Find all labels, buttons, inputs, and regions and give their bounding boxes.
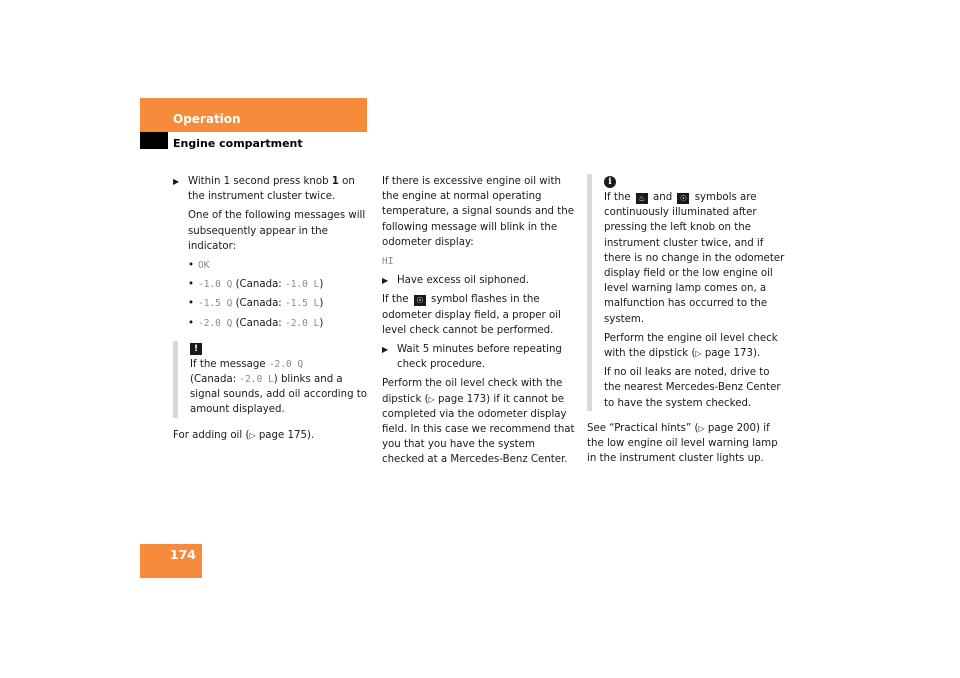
list-item: • -2.0 Q (Canada: -2.0 L) [188,316,371,331]
page-ref-icon: ▷ [428,394,435,404]
page-link[interactable]: page 175 [258,429,307,441]
warning-icon: ! [190,343,202,355]
step-siphon: ▶ Have excess oil siphoned. [382,273,578,288]
section-title: Operation [173,112,241,126]
page-link[interactable]: page 173 [438,393,487,405]
oil-level-symbol-icon: ☉ [677,193,689,204]
info-icon: i [604,176,616,188]
warning-text: If the message -2.0 Q (Canada: -2.0 L) blinks and a signal sounds, add oil according to amount displayed. [190,358,367,416]
info-text-3: If no oil leaks are noted, drive to the nearest Mercedes-Benz Center to have the system checked. [604,367,781,409]
messages-intro: One of the following messages will subsequently appear in the indicator: [188,210,366,252]
excess-oil-paragraph: If there is excessive engine oil with the engine at normal operating temperature, a signal sounds and the following message will blink in the odometer display: [382,176,574,248]
hi-code: HI [382,256,394,268]
symbol-flash-paragraph: If the ☉ symbol flashes in the odometer display field, a proper oil level check cannot be performed. [382,294,561,336]
page-number: 174 [169,547,196,562]
see-practical-hints: See “Practical hints” (▷ page 200) if the low engine oil level warning lamp in the instrument cluster lights up. [587,422,778,465]
list-item: • -1.0 Q (Canada: -1.0 L) [188,277,371,292]
page-number-box [140,544,202,578]
page-ref-icon: ▷ [698,423,705,433]
info-text-2: Perform the engine oil level check with the dipstick (▷ page 173). [604,332,778,360]
page-ref-icon: ▷ [249,430,256,440]
arrow-icon: ▶ [382,276,389,286]
step-wait: ▶ Wait 5 minutes before repeating check procedure. [382,344,562,371]
info-note [587,174,787,411]
page-link[interactable]: page 173 [704,348,753,360]
dipstick-paragraph: Perform the oil level check with the dipstick (▷ page 173) if it cannot be completed via the odometer display field. In this case we recommend that you that you have the system checked at a Mercedes-Benz Center. [382,378,575,466]
column-1 [173,174,371,447]
column-3 [587,174,787,470]
arrow-icon: ▶ [173,177,180,186]
info-text-1: If the ♨ and ☉ symbols are continuously illuminated after pressing the left knob on the instrument cluster twice, and if there is no change in the odometer display field or the low engine oil level warning lamp comes on, a malfunction has occurred to the system. [604,192,785,325]
oil-level-symbol-icon: ☉ [414,295,426,306]
messages-list [173,258,371,331]
warning-note [173,341,371,418]
adding-oil-ref: For adding oil (▷ page 175). [173,429,315,441]
list-item: • -1.5 Q (Canada: -1.5 L) [188,296,371,311]
page-ref-icon: ▷ [695,349,702,359]
step-press-knob: ▶ Within 1 second press knob 1 on the instrument cluster twice. [173,176,355,203]
list-item: • OK [188,258,371,273]
oil-can-symbol-icon: ♨ [636,193,648,204]
page-link[interactable]: page 200 [707,422,757,434]
arrow-icon: ▶ [382,345,389,355]
subsection-title: Engine compartment [173,137,303,150]
column-2 [382,174,578,472]
header-tab [140,132,168,149]
